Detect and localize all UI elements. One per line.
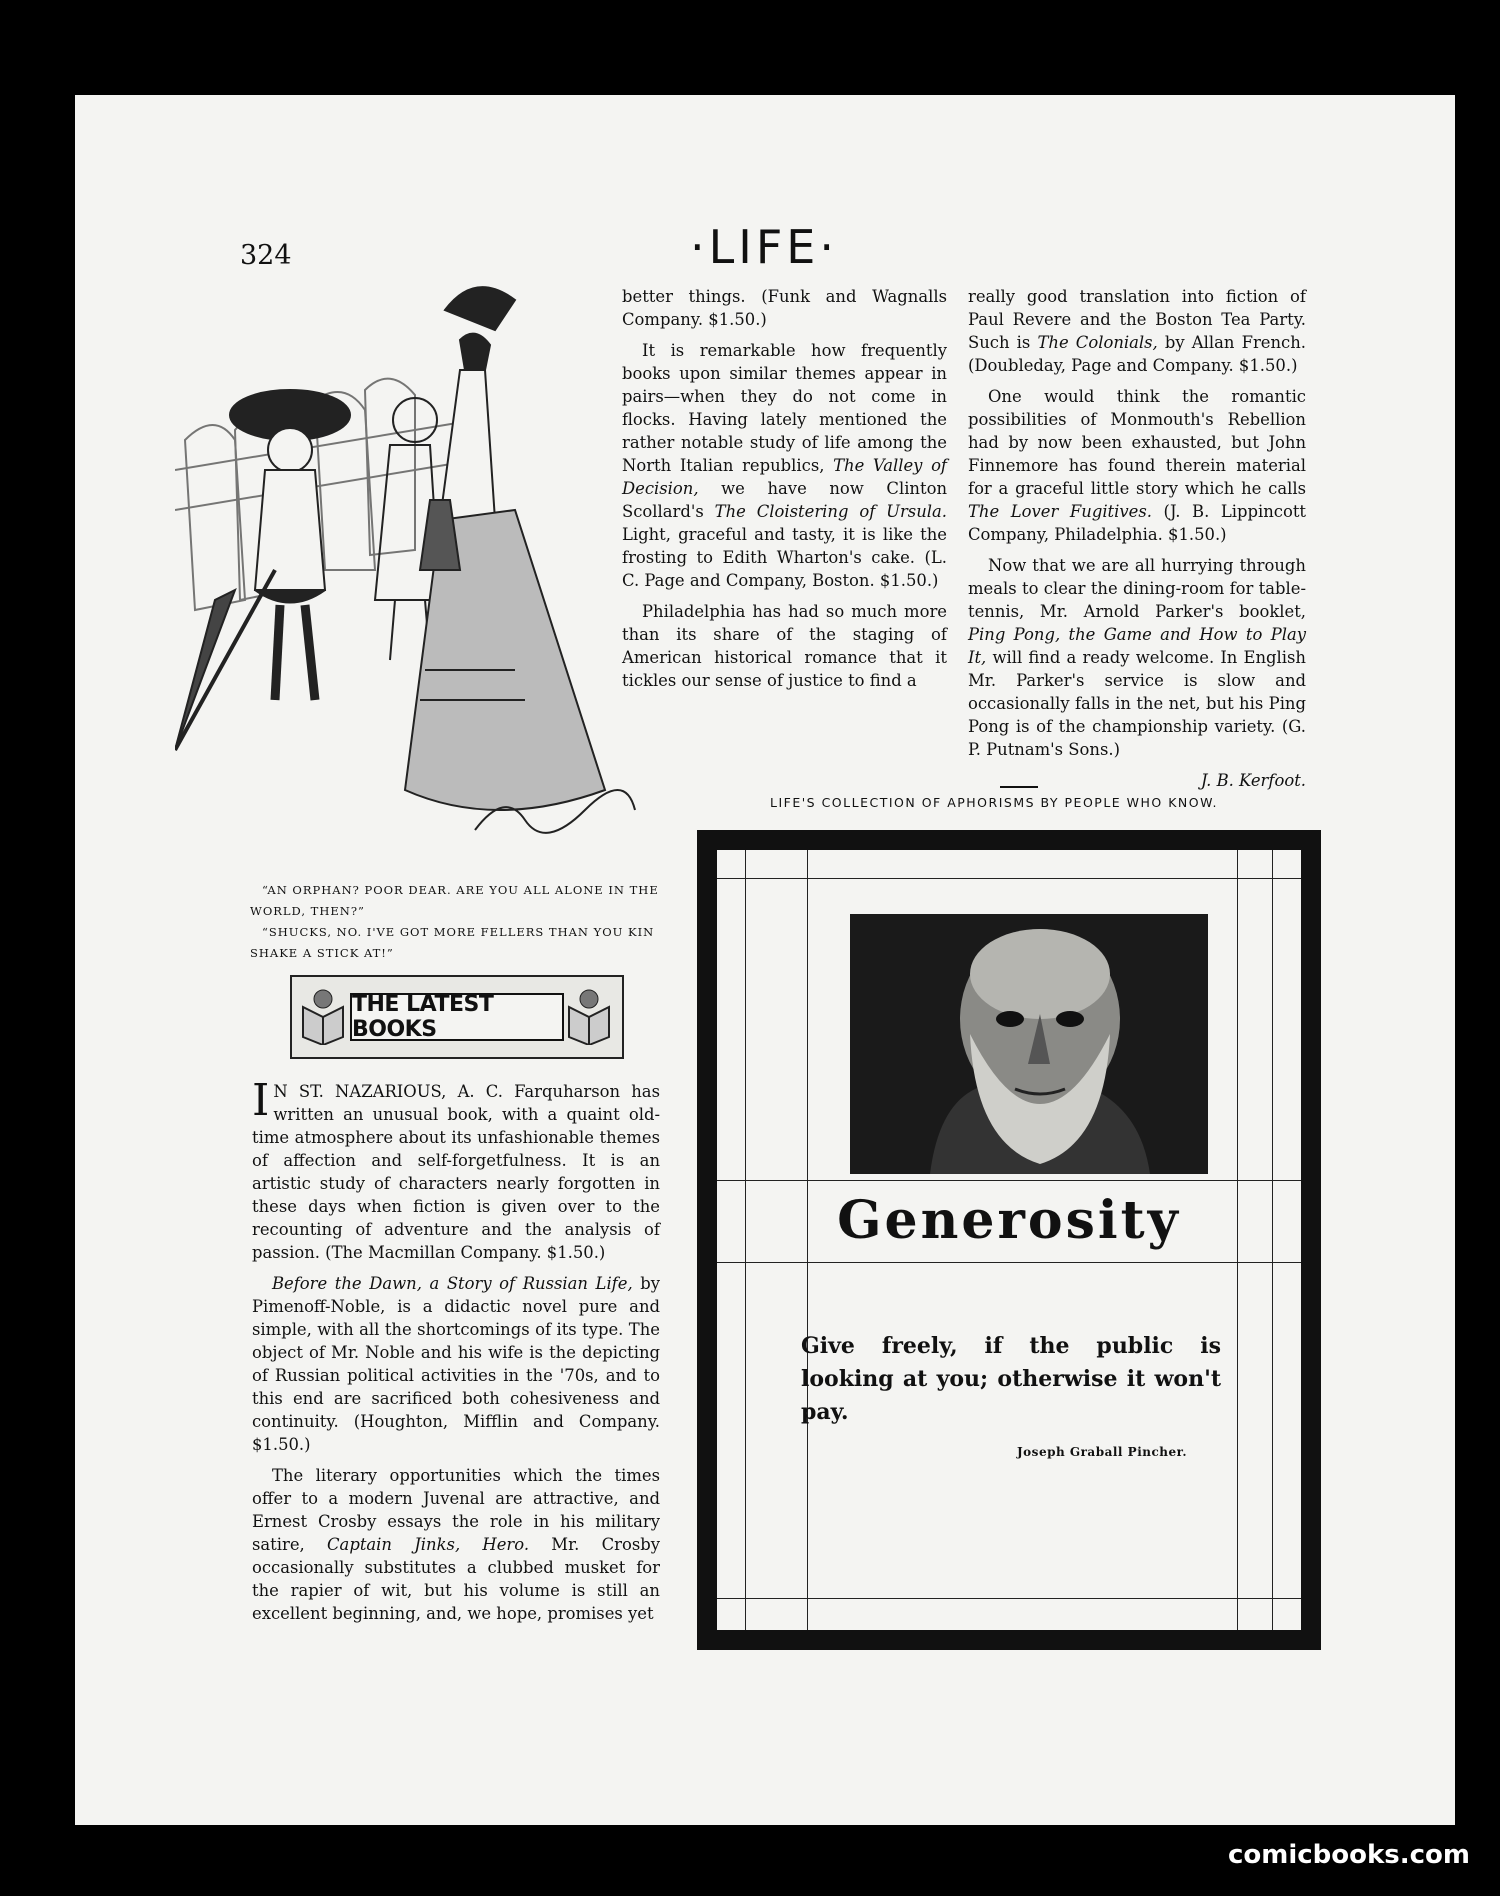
- drop-cap: I: [252, 1075, 270, 1126]
- aphorism-panel: [697, 830, 1321, 1650]
- reviewer-signature: J. B. Kerfoot.: [1200, 771, 1306, 790]
- aphorism-quote: Give freely, if the public is looking at you; otherwise it won't pay.: [801, 1333, 1221, 1425]
- banner-title: THE LATEST BOOKS: [350, 993, 564, 1041]
- girl-figure: [175, 390, 350, 750]
- aphorism-word: Generosity: [837, 1190, 1181, 1251]
- latest-books-banner: [290, 975, 624, 1059]
- caption-line-1: “AN ORPHAN? POOR DEAR. ARE YOU ALL ALONE IN THE WORLD, THEN?”: [250, 883, 659, 918]
- review-lover-fugitives: One would think the romantic possibilities of Monmouth's Rebellion had by now been exhausted, but John Finnemore has found therein material for a graceful little story which he calls The Lover Fugitives. (J. B. Lippincott Company, Philadelphia. $1.50.): [968, 387, 1306, 544]
- masthead-title: ·LIFE·: [690, 220, 838, 274]
- frame-line: [717, 1598, 1301, 1599]
- middle-column: [622, 285, 947, 700]
- review-st-nazarious: I N ST. NAZARIOUS, A. C. Farquharson has written an unusual book, with a quaint old-time atmosphere about its unfashionable themes of affection and self-forgetfulness. It is an artistic study of characters nearly forgotten in these days when fiction is given over to the recounting of adventure and the analysis of passion. (The Macmillan Company. $1.50.): [252, 1075, 660, 1262]
- review-philadelphia: Philadelphia has had so much more than its share of the staging of American historical romance that it tickles our sense of justice to find a: [622, 602, 947, 690]
- left-column: [252, 1075, 660, 1633]
- aphorism-panel-inner: [717, 850, 1301, 1630]
- right-column: [968, 285, 1306, 792]
- frame-line: [717, 1262, 1301, 1263]
- frame-line: [717, 878, 1301, 879]
- bearded-man-portrait: [850, 914, 1208, 1174]
- review-captain-jinks: The literary opportunities which the times offer to a modern Juvenal are attractive, and Ernest Crosby essays the role in his military satire, Captain Jinks, Hero. Mr. Crosby occasionally substitutes a clubbed musket for the rapier of wit, but his volume is still an excellent beginning, and, we hope, promises yet: [252, 1466, 660, 1623]
- open-book-icon: [564, 987, 614, 1045]
- page-number: 324: [240, 240, 292, 271]
- review-before-the-dawn: Before the Dawn, a Story of Russian Life, by Pimenoff-Noble, is a didactic novel pure and simple, with all the shortcomings of its type. The object of Mr. Noble and his wife is the depicting of Russian political activities in the '70s, and to this end are sacrificed both cohesiveness and continuity. (Houghton, Mifflin and Company. $1.50.): [252, 1274, 660, 1454]
- cartoon-illustration: [175, 270, 695, 850]
- site-watermark: comicbooks.com: [1227, 1840, 1470, 1870]
- woman-figure: [405, 287, 605, 810]
- open-book-icon: [298, 987, 348, 1045]
- aphorism-author: Joseph Graball Pincher.: [1017, 1445, 1188, 1459]
- review-cloistering-of-ursula: It is remarkable how frequently books upon similar themes appear in pairs—when they do not come in flocks. Having lately mentioned the rather notable study of life among the North Italian republics, The Valley of Decision, we have now Clinton Scollard's The Cloistering of Ursula. Light, graceful and tasty, it is like the frosting to Edith Wharton's cake. (L. C. Page and Company, Boston. $1.50.): [622, 341, 947, 590]
- review-the-colonials: really good translation into fiction of Paul Revere and the Boston Tea Party. Such is The Colonials, by Allan French. (Doubleday, Page and Company. $1.50.): [968, 287, 1306, 375]
- divider-rule: [1000, 786, 1038, 788]
- review-ping-pong: Now that we are all hurrying through meals to clear the dining-room for table-tennis, Mr. Arnold Parker's booklet, Ping Pong, the Game and How to Play It, will find a ready welcome. In English Mr. Parker's service is slow and occasionally falls in the net, but his Ping Pong is of the championship variety. (G. P. Putnam's Sons.): [968, 556, 1306, 759]
- caption-line-2: “SHUCKS, NO. I'VE GOT MORE FELLERS THAN YOU KIN SHAKE A STICK AT!”: [250, 925, 655, 960]
- aphorisms-heading: LIFE'S COLLECTION OF APHORISMS BY PEOPLE WHO KNOW.: [770, 795, 1219, 810]
- cartoon-caption: [250, 880, 660, 964]
- review-continued: better things. (Funk and Wagnalls Company. $1.50.): [622, 287, 947, 329]
